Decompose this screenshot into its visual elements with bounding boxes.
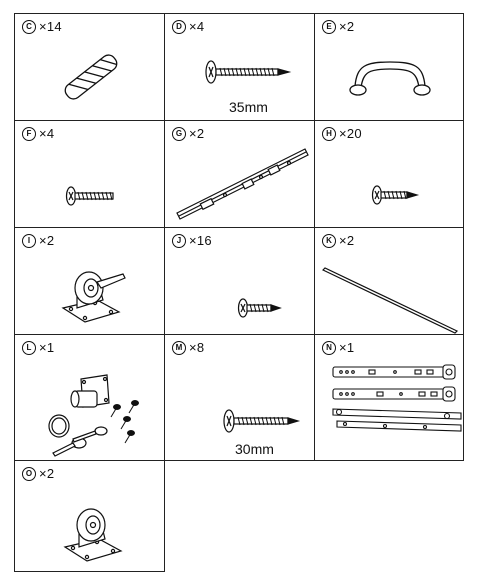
part-cell-m: [164, 334, 315, 461]
part-letter: D: [172, 20, 186, 34]
part-cell-j: [164, 227, 315, 335]
part-quantity: ×1: [339, 340, 355, 355]
wooden-dowel-icon: [15, 14, 166, 122]
drawer-slide-rail-icon: [165, 121, 316, 229]
part-cell-c: [14, 13, 165, 121]
locking-caster-wheel-icon: [15, 228, 166, 336]
part-quantity: ×4: [39, 126, 55, 141]
part-quantity: ×2: [339, 233, 355, 248]
part-quantity: ×2: [339, 19, 355, 34]
part-cell-k: [314, 227, 464, 335]
part-letter: L: [22, 341, 36, 355]
part-letter: J: [172, 234, 186, 248]
short-screw-icon: [165, 228, 316, 336]
screw-length-label: 30mm: [235, 441, 274, 457]
part-quantity: ×4: [189, 19, 205, 34]
part-quantity: ×16: [189, 233, 212, 248]
part-letter: N: [322, 341, 336, 355]
part-quantity: ×1: [39, 340, 55, 355]
part-quantity: ×14: [39, 19, 62, 34]
part-quantity: ×2: [189, 126, 205, 141]
caster-wheel-icon: [15, 461, 166, 573]
part-cell-o: [14, 460, 165, 572]
part-quantity: ×2: [39, 466, 55, 481]
part-quantity: ×8: [189, 340, 205, 355]
part-cell-d: [164, 13, 315, 121]
metal-rod-icon: [315, 228, 465, 336]
part-letter: O: [22, 467, 36, 481]
part-cell-h: [314, 120, 464, 228]
part-letter: C: [22, 20, 36, 34]
part-letter: F: [22, 127, 36, 141]
screw-length-label: 35mm: [229, 99, 268, 115]
part-letter: K: [322, 234, 336, 248]
part-cell-n: [314, 334, 464, 461]
drawer-handle-icon: [315, 14, 465, 122]
part-letter: E: [322, 20, 336, 34]
small-screw-icon: [315, 121, 465, 229]
part-letter: G: [172, 127, 186, 141]
part-cell-i: [14, 227, 165, 335]
part-quantity: ×2: [39, 233, 55, 248]
part-quantity: ×20: [339, 126, 362, 141]
lock-and-keys-icon: [15, 335, 166, 462]
part-cell-g: [164, 120, 315, 228]
part-letter: M: [172, 341, 186, 355]
part-cell-e: [314, 13, 464, 121]
part-cell-l: [14, 334, 165, 461]
part-letter: H: [322, 127, 336, 141]
part-letter: I: [22, 234, 36, 248]
part-cell-f: [14, 120, 165, 228]
machine-screw-icon: [15, 121, 166, 229]
drawer-slide-set-icon: [315, 335, 465, 462]
